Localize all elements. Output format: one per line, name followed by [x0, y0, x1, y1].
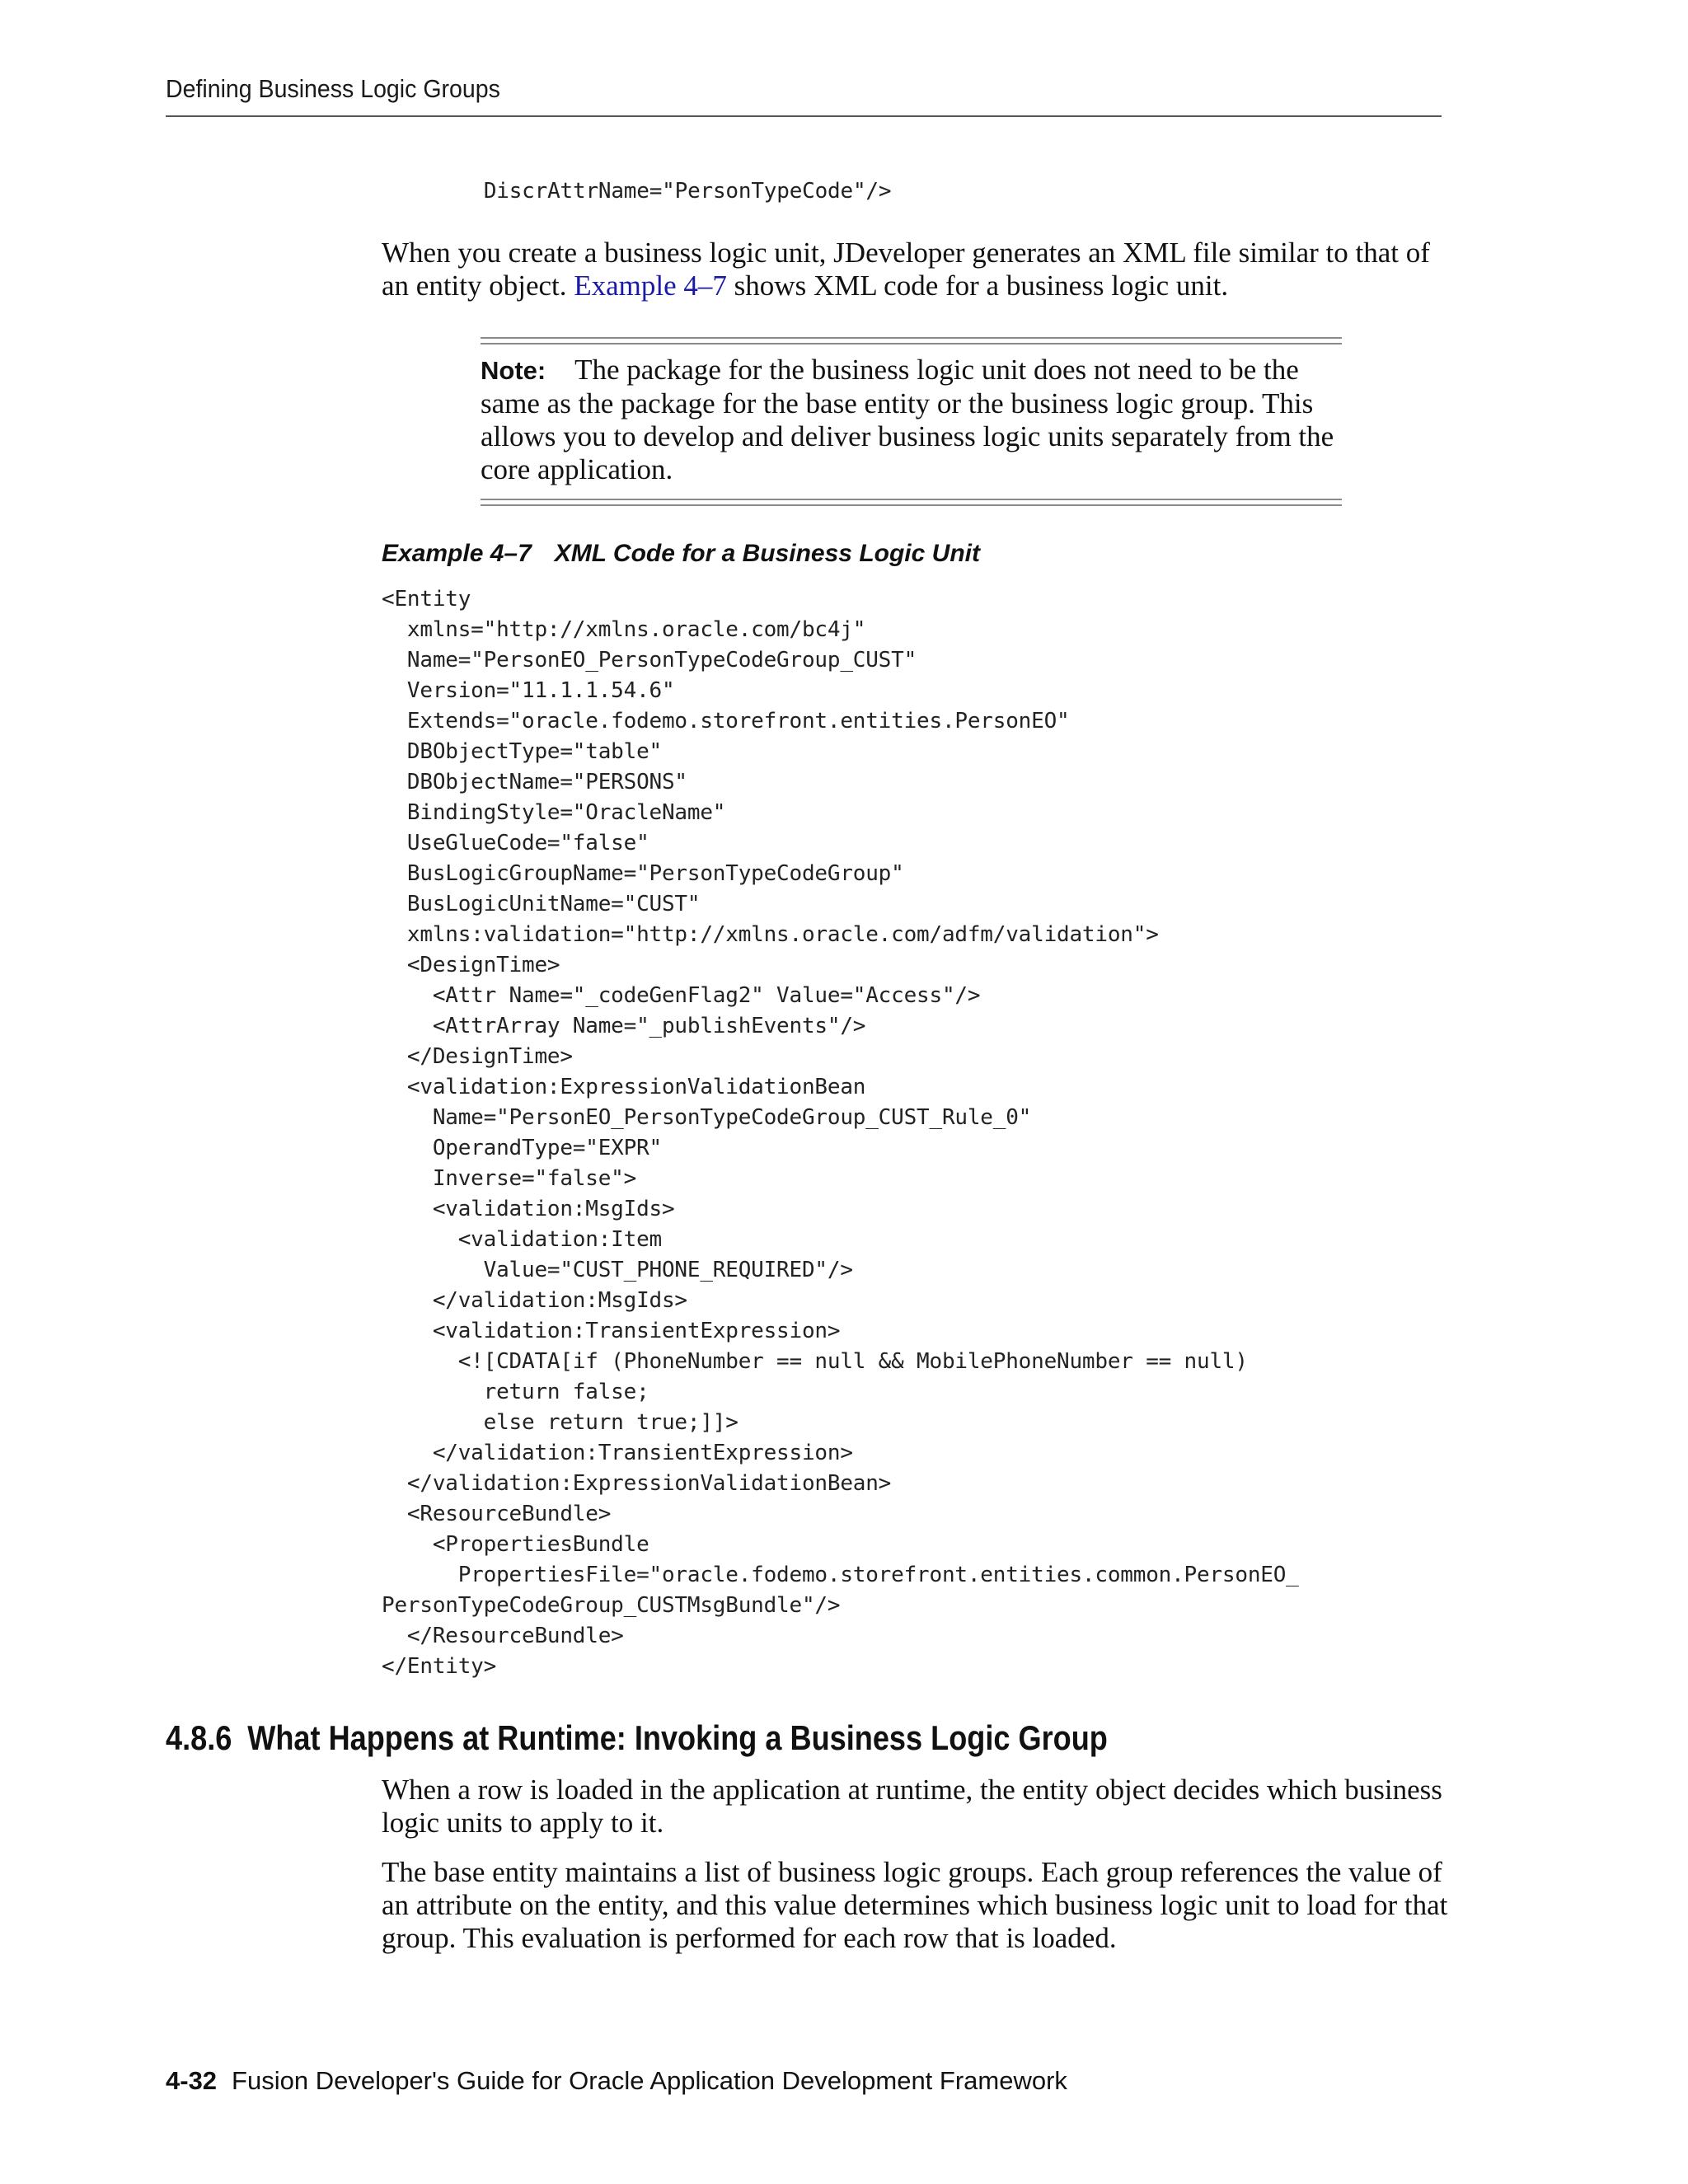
intro-text-before: When you create a business logic unit, JDeveloper generates an XML file similar to that of an entity object. — [382, 237, 1430, 302]
example-caption — [382, 540, 980, 568]
footer-page-number: 4-32 — [166, 2066, 218, 2095]
section-title: What Happens at Runtime: Invoking a Business Logic Group — [247, 1718, 1108, 1757]
note-box — [481, 354, 1362, 486]
note-text: The package for the business logic unit does not need to be the same as the package for the base entity or the business logic group. This allows you to develop and deliver business logic units separately from the core application. — [481, 354, 1334, 485]
example-title: XML Code for a Business Logic Unit — [554, 540, 980, 567]
xml-code-block: <Entity xmlns="http://xmlns.oracle.com/bc4j" Name="PersonEO_PersonTypeCodeGroup_CUST" Version="11.1.1.54.6" Extends="oracle.fodemo.storefront.entities.PersonEO" DBObjectType="table" DBObjectName="PERSONS" BindingStyle="OracleName" UseGlueCode="false" BusLogicGroupName="PersonTypeCodeGroup" BusLogicUnitName="CUST" xmlns:validation="http://xmlns.oracle.com/adfm/validation"> <DesignTime> <Attr Name="_codeGenFlag2" Value="Access"/> <AttrArray Name="_publishEvents"/> </DesignTime> <validation:ExpressionValidationBean Name="PersonEO_PersonTypeCodeGroup_CUST_Rule_0" OperandType="EXPR" Inverse="false"> <validation:MsgIds> <validation:Item Value="CUST_PHONE_REQUIRED"/> </validation:MsgIds> <validation:TransientExpression> <![CDATA[if (PhoneNumber == null && MobilePhoneNumber == null) return false; else return true;]]> </validation:TransientExpression> </validation:ExpressionValidationBean> <ResourceBundle> <PropertiesBundle PropertiesFile="oracle.fodemo.storefront.entities.common.PersonEO_ PersonTypeCodeGroup_CUSTMsgBundle"/> </ResourceBundle> </Entity> — [382, 587, 1299, 1679]
runtime-paragraph-2: The base entity maintains a list of business logic groups. Each group references the value of an attribute on the entity, and this value determines which business logic unit to load for that group. This evaluation is performed for each row that is loaded. — [382, 1856, 1448, 1954]
section-number: 4.8.6 — [166, 1718, 232, 1757]
intro-paragraph — [382, 237, 1453, 302]
header-divider — [166, 115, 1442, 117]
note-bottom-rule — [481, 499, 1342, 506]
section-heading — [166, 1718, 1108, 1758]
example-number: Example 4–7 — [382, 540, 532, 567]
example-link[interactable]: Example 4–7 — [574, 269, 727, 302]
runtime-paragraph-1: When a row is loaded in the application at runtime, the entity object decides which business logic units to apply to it. — [382, 1774, 1442, 1839]
running-header: Defining Business Logic Groups — [166, 74, 500, 103]
page-footer — [166, 2066, 1067, 2096]
previous-code-tail: DiscrAttrName="PersonTypeCode"/> — [433, 179, 892, 204]
note-top-rule — [481, 337, 1342, 344]
note-label: Note: — [481, 356, 546, 385]
intro-text-after: shows XML code for a business logic unit. — [726, 269, 1229, 302]
footer-book-title: Fusion Developer's Guide for Oracle Application Development Framework — [232, 2066, 1067, 2095]
